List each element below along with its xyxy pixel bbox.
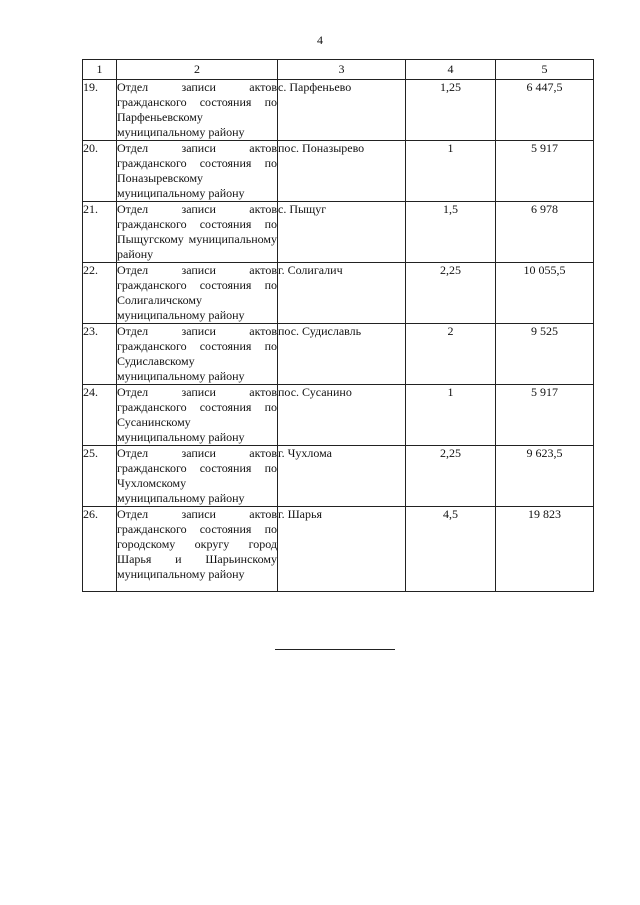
staff-rate: 2,25	[406, 446, 496, 507]
office-name: Отдел записи актов гражданского состояния по Чухломскому муниципальному району	[117, 446, 277, 505]
amount: 10 055,5	[496, 263, 594, 324]
office-location: г. Чухлома	[278, 446, 406, 507]
column-header-2: 2	[117, 60, 278, 80]
office-location: пос. Поназырево	[278, 141, 406, 202]
row-number: 23.	[83, 324, 117, 385]
row-number: 19.	[83, 80, 117, 141]
office-name: Отдел записи актов гражданского состояния по Судиславскому муниципальному району	[117, 324, 277, 383]
amount: 5 917	[496, 141, 594, 202]
row-number: 25.	[83, 446, 117, 507]
staff-rate: 1,5	[406, 202, 496, 263]
column-header-3: 3	[278, 60, 406, 80]
row-number: 26.	[83, 507, 117, 592]
office-location: с. Пыщуг	[278, 202, 406, 263]
office-name: Отдел записи актов гражданского состояния по городскому округу город Шарья и Шарьинскому муниципальному району	[117, 507, 278, 592]
table-row	[83, 385, 594, 446]
amount: 6 447,5	[496, 80, 594, 141]
end-of-document-rule	[275, 649, 395, 650]
row-number: 21.	[83, 202, 117, 263]
row-number: 22.	[83, 263, 117, 324]
office-location: пос. Сусанино	[278, 385, 406, 446]
table-row	[83, 202, 594, 263]
column-header-5: 5	[496, 60, 594, 80]
office-location: г. Шарья	[278, 507, 406, 592]
staff-rate: 1	[406, 141, 496, 202]
staff-rate: 1	[406, 385, 496, 446]
staff-rate: 2,25	[406, 263, 496, 324]
amount: 9 525	[496, 324, 594, 385]
row-number: 20.	[83, 141, 117, 202]
column-header-1: 1	[83, 60, 117, 80]
office-location: с. Парфеньево	[278, 80, 406, 141]
amount: 19 823	[496, 507, 594, 592]
table-row	[83, 446, 594, 507]
page-number: 4	[317, 33, 323, 47]
amount: 5 917	[496, 385, 594, 446]
office-name: Отдел записи актов гражданского состояния по Сусанинскому муниципальному району	[117, 385, 277, 444]
table-row	[83, 324, 594, 385]
table-header-row	[83, 60, 594, 80]
table-row	[83, 141, 594, 202]
office-name: Отдел записи актов гражданского состояния по Парфеньевскому муниципальному району	[117, 80, 277, 139]
row-number: 24.	[83, 385, 117, 446]
office-location: пос. Судиславль	[278, 324, 406, 385]
office-name: Отдел записи актов гражданского состояния по Солигаличскому муниципальному району	[117, 263, 277, 322]
staff-rate: 1,25	[406, 80, 496, 141]
office-location: г. Солигалич	[278, 263, 406, 324]
staff-rate: 4,5	[406, 507, 496, 592]
table-row	[83, 80, 594, 141]
amount: 9 623,5	[496, 446, 594, 507]
column-header-4: 4	[406, 60, 496, 80]
registry-table	[82, 59, 594, 592]
office-name: Отдел записи актов гражданского состояния по Поназыревскому муниципальному району	[117, 141, 277, 200]
table-row	[83, 507, 594, 592]
amount: 6 978	[496, 202, 594, 263]
table-row	[83, 263, 594, 324]
staff-rate: 2	[406, 324, 496, 385]
office-name: Отдел записи актов гражданского состояния по Пыщугскому муниципальному району	[117, 202, 277, 261]
